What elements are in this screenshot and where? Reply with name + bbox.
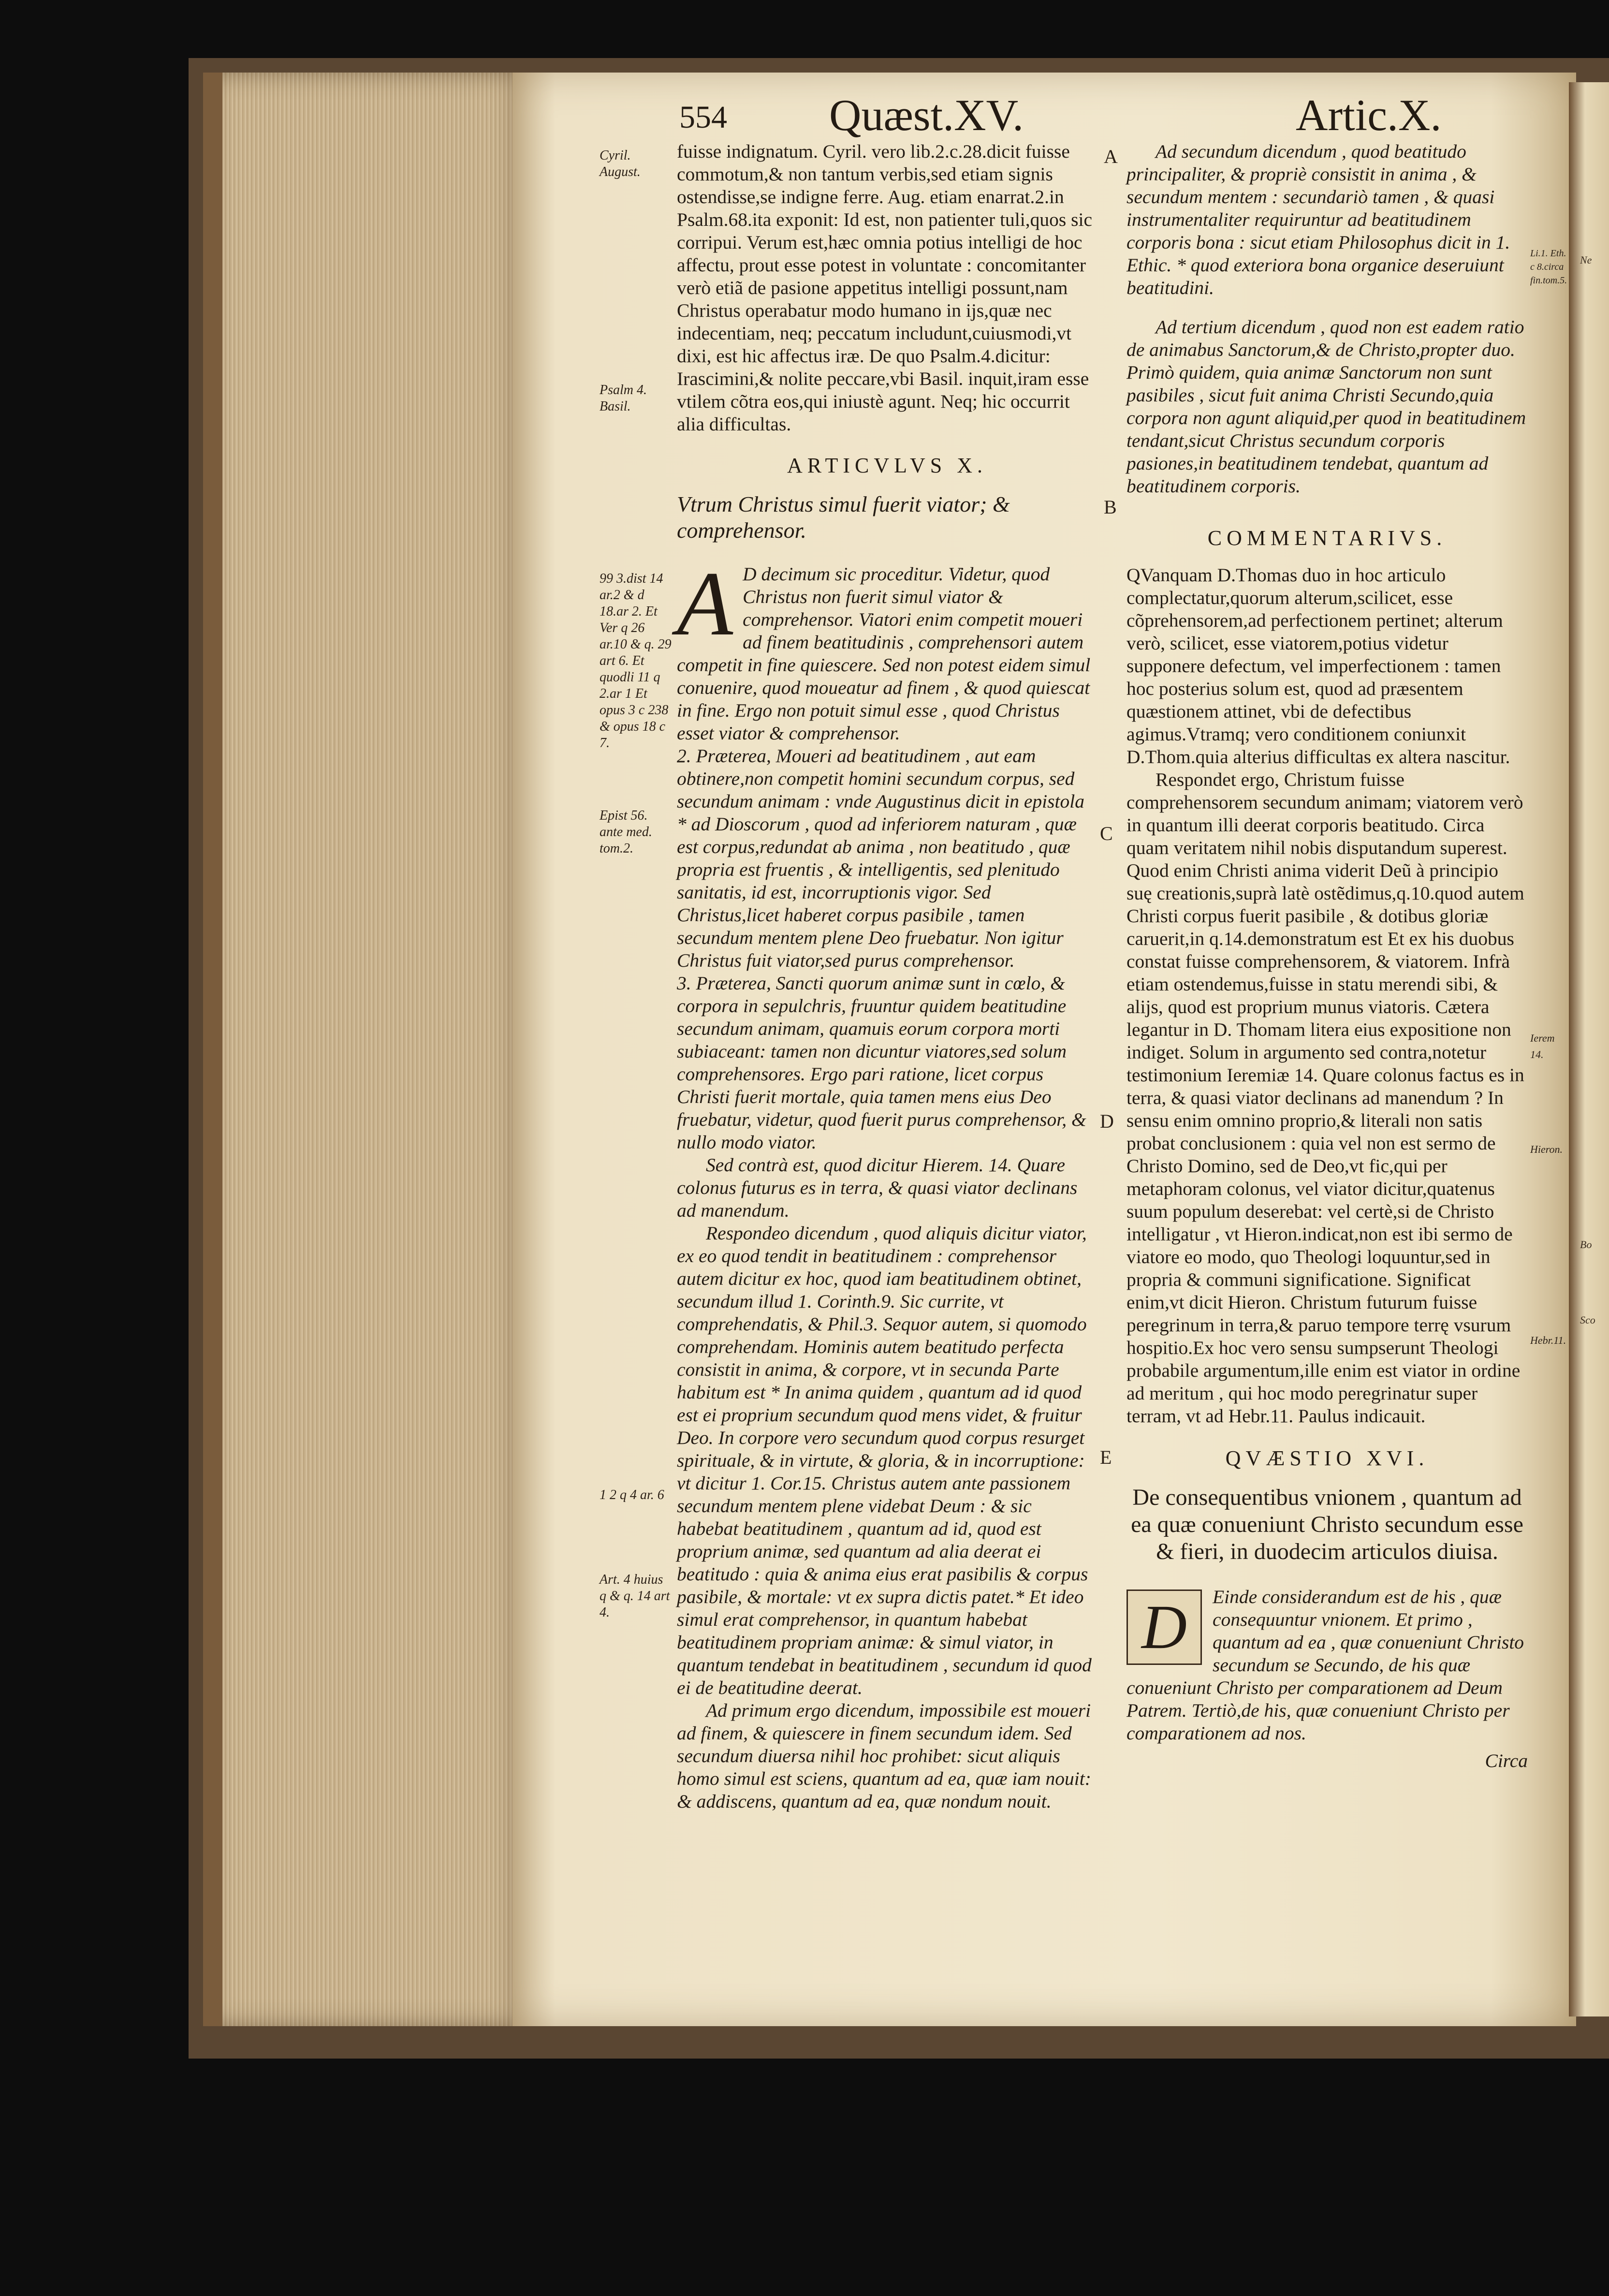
section-letter: D [1100,1110,1114,1132]
paragraph: Ad secundum dicendum , quod beatitudo principaliter, & propriè consistit in anima , & secundum mentem : secundariò tamen , & quasi instrumentaliter requiruntur ad beatitudinem corporis bona : sicut etiam Philosophus dicit in 1. Ethic. * quod exteriora bona organice deseruiunt beatitudini. [1126,141,1510,298]
paragraph: fuisse indignatum. Cyril. vero lib.2.c.28.dicit fuisse commotum,& non tantum verbis,sed etiam signis ostendisse,se indigne ferre. Aug. etiam enarrat.2.in Psalm.68.ita exponit: Id est, non patienter tuli,quos sic corripui. Verum est,hæc omnia potius intelligi de hoc affectu, prout esse potest in voluntate : concomitanter verò etiã de pasione appetitus intelligi possunt,nam Christus operabatur modo humano in ijs,quæ nec indecentiam, neq; peccatum includunt,cuiusmodi,vt dixi, est hic affectus iræ. De quo Psalm.4.dicitur: Irascimini,& nolite peccare,vbi Basil. inquit,iram esse vtilem cõtra eos,qui iniustè agunt. Neq; hic occurrit alia difficultas. [677,141,1093,435]
left-column [677,140,1097,1813]
section-letter: A [1104,146,1118,167]
catchword: Circa [1485,1750,1528,1771]
section-letter: E [1100,1446,1112,1468]
margin-note: Epist 56. ante med. tom.2. [600,808,652,856]
paragraph: Sed contrà est, quod dicitur Hierem. 14. Quare colonus futurus es in terra, & quasi viator declinans ad manendum. [677,1154,1078,1221]
running-head-question: Quæst.XV. [829,90,1024,140]
margin-note: Psalm 4. Basil. [600,383,647,414]
ornamental-drop-cap: D [1126,1590,1202,1665]
next-page-note: Bo [1580,1238,1592,1251]
next-page-note: Ne [1580,254,1592,266]
paragraph: Respondeo dicendum , quod aliquis dicitur viator, ex eo quod tendit in beatitudinem : comprehensor autem dicitur ex hoc, quod iam beatitudinem obtinet, secundum illud 1. Corinth.9. Sic currite, vt comprehendatis, & Phil.3. Sequor autem, si quomodo comprehendam. Hominis autem beatitudo perfecta consistit in anima, & corpore, vt in secunda Parte habitum est * In anima quidem , quantum ad id quod est ei proprium secundum quod mens videt, & fruitur Deo. In corpore vero secundum quod corpus resurget spirituale, & in virtute, & gloria, & in incorruptione: vt dicitur 1. Cor.15. Christus autem ante passionem secundum mentem plene videbat Deum : & sic habebat beatitudinem , quantum ad id, quod est proprium animæ, sed quantum ad alia deerat ei beatitudo : quia & anima eius erat pasibilis & corpus pasibile, & mortale: vt ex supra dictis patet.* Et ideo simul erat comprehensor, in quantum habebat beatitudinem propriam animæ: & simul viator, in quantum tendebat in beatitudinem , secundum id quod ei de beatitudine deerat. [677,1222,1092,1698]
next-page-margin [1580,251,1609,2296]
margin-note: Art. 4 huius q & q. 14 art 4. [600,1572,670,1620]
next-page-note: Sco [1580,1314,1595,1326]
paragraph: Ad primum ergo dicendum, impossibile est moueri ad finem, & quiescere in finem secundum idem. Sed secundum diuersa nihil hoc prohibet: sicut aliquis homo simul est sciens, quantum ad ea, quæ iam nouit: & addiscens, quantum ad ea, quæ nondum nouit. [677,1700,1091,1812]
page-number: 554 [679,100,727,135]
paragraph: 2. Præterea, Moueri ad beatitudinem , aut eam obtinere,non competit homini secundum corpus, sed secundum animam : vnde Augustinus dicit in epistola * ad Dioscorum , quod ad inferiorem naturam , quæ est corpus,redundat ab anima , non beatitudo , quæ propria est fruentis , & intelligentis, sed plenitudo sanitatis, id est, incorruptionis vigor. Sed Christus,licet haberet corpus pasibile , tamen secundum mentem plene Deo fruebatur. Non igitur Christus fuit viator,sed purus comprehensor. [677,745,1084,971]
margin-note: Ierem 14. [1530,1032,1555,1060]
quaestio-title: De consequentibus vnionem , quantum ad ea quæ conueniunt Christo secundum esse & fieri, in duodecim articulos diuisa. [1131,1485,1523,1564]
commentary-heading: COMMENTARIVS. [1207,526,1447,550]
margin-note: Cyril. August. [600,148,641,179]
article-title: Vtrum Christus simul fuerit viator; & comprehensor. [677,492,1010,543]
article-heading: ARTICVLVS X. [787,454,987,477]
section-letter: C [1100,823,1113,844]
section-letter: B [1104,496,1117,518]
quaestio-heading: QVÆSTIO XVI. [1225,1446,1429,1470]
margin-note: Li.1. Eth. c 8.circa fin.tom.5. [1530,248,1567,286]
drop-cap: A [677,553,733,655]
paragraph: D decimum sic proceditur. Videtur, quod Christus non fuerit simul viator & comprehensor. Viatori enim competit moueri ad finem beatitudinis , comprehensori autem competit in fine quiescere. Sed non potest eidem simul conuenire, quod moueatur ad finem , & quod quiescat in fine. Ergo non potuit simul esse , quod Christus esset viator & comprehensor. [677,563,1091,744]
paragraph: Ad tertium dicendum , quod non est eadem ratio de animabus Sanctorum,& de Christo,propter duo. Primò quidem, quia animæ Sanctorum non sunt pasibiles , sicut fuit anima Christi Secundo,quia corpora non agunt aliquid,per quod in beatitudinem tendant,sicut Christus secundum corporis pasiones,in beatitudinem tendebat, quantum ad beatitudinem corporis. [1126,316,1526,497]
right-column [1126,140,1528,1772]
margin-note: Hieron. [1530,1143,1563,1155]
margin-note: 1 2 q 4 ar. 6 [600,1487,664,1502]
page-stack-edge [203,73,532,2026]
paragraph: QVanquam D.Thomas duo in hoc articulo complectatur,quorum alterum,scilicet, esse cõprehensorem,ad perfectionem pertinet; alterum verò, scilicet, esse viatorem,potius videtur supponere defectum, vel imperfectionem : tamen hoc posterius solum est, quod ad præsentem quæstionem attinet, vbi de defectibus agimus.Vtramq; vero conditionem coniunxit D.Thom.quia alterius difficultas ex altera nascitur. [1126,564,1510,767]
margin-note: 99 3.dist 14 ar.2 & d 18.ar 2. Et Ver q 26 ar.10 & q. 29 art 6. Et quodli 11 q 2.ar 1 Et opus 3 c 238 & opus 18 c 7. [600,571,672,751]
margin-note: Hebr.11. [1530,1334,1566,1346]
paragraph: Einde considerandum est de his , quæ consequuntur vnionem. Et primo , quantum ad ea , quæ conueniunt Christo secundum se Secundo, de his quæ conueniunt Christo per comparationem ad Deum Patrem. Tertiò,de his, quæ conueniunt Christo per comparationem ad nos. [1126,1586,1524,1744]
paragraph: 3. Præterea, Sancti quorum animæ sunt in cœlo, & corpora in sepulchris, fruuntur quidem beatitudine secundum animam, quamuis eorum corpora morti subiaceant: tamen non dicuntur viatores,sed solum comprehensores. Ergo pari ratione, licet corpus Christi fuerit mortale, quia tamen mens eius Deo fruebatur, videtur, quod fuerit purus comprehensor, & nullo modo viator. [677,972,1086,1153]
paragraph: Respondet ergo, Christum fuisse comprehensorem secundum animam; viatorem verò in quantum illi deerat corporis beatitudo. Circa quam veritatem nihil nobis disputandum superest. Quod enim Christi anima viderit Deũ à principio suę creationis,suprà latè ostẽdimus,q.10.quod autem Christi corpus fuerit pasibile , & dotibus gloriæ caruerit,in q.14.demonstratum est Et ex his duobus constat fuisse comprehensorem, & viatorem. Infrà etiam ostendemus,fuisse in statu merendi sibi, & alijs, quod est proprium munus viatoris. Cætera legantur in D. Thomam litera eius expositione non indiget. Solum in argumento sed contra,notetur testimonium Ieremiæ 14. Quare colonus factus es in terra, & quasi viator declinans ad manendum ? In sensu enim omnino proprio,& literali non satis probat conclusionem : quia vel non est sermo de Christo Domino, sed de Deo,vt fic,qui per metaphoram colonus, vel viator dicitur,quatenus suum populum deserebat: vel certè,si de Christo intelligatur , vt Hieron.indicat,non est ibi sermo de viatore eo modo, quo Theologi loquuntur,sed in propria & communi significatione. Significat enim,vt dicit Hieron. Christum futurum fuisse peregrinum in terra,& paruo tempore terrę vsurum hospitio.Ex hoc vero sensu sumpserunt Theologi probabile argumentum,ille enim est viator in ordine ad meritum , qui hoc modo peregrinatur super terram, vt ad Hebr.11. Paulus indicauit. [1126,769,1524,1427]
running-head-article: Artic.X. [1296,90,1442,140]
